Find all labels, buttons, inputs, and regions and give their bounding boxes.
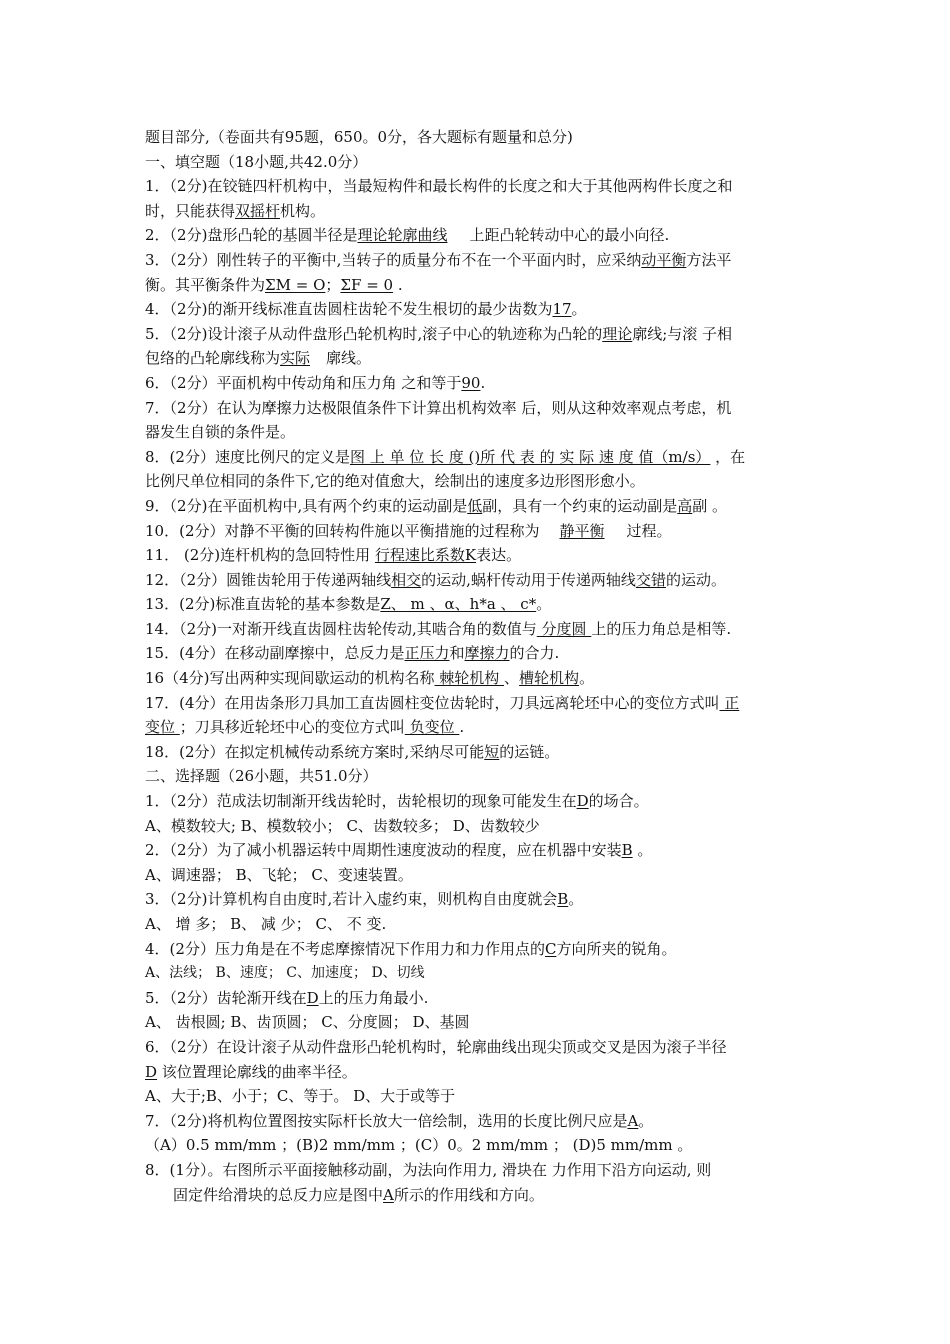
answer: 负变位: [404, 718, 460, 737]
question-6: 6．（2分）平面机构中传动角和压力角 之和等于90.: [145, 373, 486, 392]
question-18: 18．(2分）在拟定机械传动系统方案时,采纳尽可能短的运链。: [145, 742, 560, 761]
answer: D: [576, 792, 589, 811]
answer: 短: [484, 742, 500, 761]
choice-6: 6．（2分）在设计滚子从动件盘形凸轮机构时，轮廓曲线出现尖顶或交叉是因为滚子半径: [145, 1037, 727, 1056]
choice-2: 2．（2分）为了减小机器运转中周期性速度波动的程度，应在机器中安装B 。: [145, 841, 653, 860]
choice-6-options: A、大于;B、小于；C、等于。 D、大于或等于: [145, 1087, 456, 1106]
question-7: 7．（2分）在认为摩擦力达极限值条件下计算出机构效率 后，则从这种效率观点考虑，机: [145, 398, 732, 417]
answer: 低: [467, 496, 483, 515]
answer: 分度圆: [536, 619, 592, 638]
question-15: 15．(4分）在移动副摩擦中，总反力是正压力和摩擦力的合力.: [145, 644, 560, 663]
answer: 棘轮机构: [434, 669, 505, 688]
answer: Z、 m 、α、h*a 、 c*: [380, 595, 537, 614]
choice-7-options: （A）0.5 mm/mm ；(B)2 mm/mm ；(C）0。2 mm/mm ； (D)5 mm/mm 。: [145, 1136, 693, 1155]
choice-5-options: A、 齿根圆; B、齿顶圆； C、分度圆； D、基圆: [145, 1013, 470, 1032]
answer: ΣF = 0: [340, 275, 394, 294]
section-title-choice: 二、选择题（26小题，共51.0分）: [145, 767, 378, 786]
answer: 正压力: [404, 644, 450, 663]
exam-header: 题目部分,（卷面共有95题，650。0分，各大题标有题量和总分): [145, 128, 573, 146]
choice-8-cont: 固定件给滑块的总反力应是图中A所示的作用线和方向。: [173, 1185, 544, 1204]
answer: B: [621, 841, 633, 860]
answer: 变位: [145, 718, 180, 737]
choice-2-options: A、调速器； B、飞轮； C、变速装置。: [145, 865, 413, 884]
choice-5: 5．（2分）齿轮渐开线在D上的压力角最小.: [145, 988, 429, 1007]
question-3-cont: 衡。其平衡条件为ΣM = O；ΣF = 0 .: [145, 275, 403, 294]
answer: 交错: [635, 570, 666, 589]
answer: 理论: [602, 324, 633, 343]
question-9: 9．（2分)在平面机构中,具有两个约束的运动副是低副，具有一个约束的运动副是高副 。: [145, 496, 728, 515]
question-10: 10．(2分）对静不平衡的回转构件施以平衡措施的过程称为 静平衡 过程。: [145, 521, 672, 540]
answer: 双摇杆: [235, 201, 281, 220]
answer: 静平衡: [559, 521, 605, 540]
answer: 正: [719, 693, 740, 712]
choice-3-options: A、 增 多； B、 减 少； C、 不 变.: [145, 915, 387, 933]
answer: 实际: [280, 349, 311, 368]
choice-8: 8．(1分）。右图所示平面接触移动副，为法向作用力, 滑块在 力作用下沿方向运动, 则: [145, 1160, 712, 1179]
question-12: 12．（2分）圆锥齿轮用于传递两轴线相交的运动,蜗杆传动用于传递两轴线交错的运动。: [145, 570, 726, 589]
question-4: 4．（2分)的渐开线标准直齿圆柱齿轮不发生根切的最少齿数为17。: [145, 300, 587, 319]
choice-3: 3．（2分)计算机构自由度时,若计入虚约束，则机构自由度就会B。: [145, 890, 584, 909]
question-14: 14．（2分)一对渐开线直齿圆柱齿轮传动,其啮合角的数值与 分度圆 上的压力角总是相等.: [145, 619, 732, 638]
answer: 图 上 单 位 长 度 ()所 代 表 的 实 际 速 度 值（m/s）: [349, 447, 711, 466]
answer: B: [557, 890, 569, 909]
question-13: 13．(2分)标准直齿轮的基本参数是Z、 m 、α、h*a 、 c*。: [145, 595, 552, 614]
answer: 90: [461, 373, 481, 392]
answer: 动平衡: [641, 250, 687, 269]
answer: 理论轮廓曲线: [357, 226, 448, 245]
exam-page: [145, 125, 825, 1207]
answer: C: [544, 939, 557, 958]
question-8: 8．(2分）速度比例尺的定义是图 上 单 位 长 度 ()所 代 表 的 实 际 速 度 值（m/s） ，在: [145, 447, 746, 466]
choice-4-options: A、法线； B、速度； C、加速度； D、切线: [145, 965, 425, 982]
choice-7: 7．（2分)将机构位置图按实际杆长放大一倍绘制，选用的长度比例尺应是A。: [145, 1111, 654, 1130]
section-title-fill-blank: 一、填空题（18小题,共42.0分）: [145, 152, 368, 171]
choice-1: 1．（2分）范成法切制渐开线齿轮时，齿轮根切的现象可能发生在D的场合。: [145, 792, 649, 811]
question-8-cont: 比例尺单位相同的条件下,它的绝对值愈大，绘制出的速度多边形图形愈小。: [145, 472, 645, 491]
answer: 17: [552, 300, 572, 319]
answer: D: [145, 1062, 158, 1081]
choice-4: 4．(2分）压力角是在不考虑摩擦情况下作用力和力作用点的C方向所夹的锐角。: [145, 939, 677, 958]
answer: A: [627, 1111, 639, 1130]
answer: 高: [677, 496, 693, 515]
question-2: 2．（2分)盘形凸轮的基圆半径是理论轮廓曲线 上距凸轮转动中心的最小向径.: [145, 226, 670, 245]
question-17: 17．(4分）在用齿条形刀具加工直齿圆柱变位齿轮时，刀具远离轮坯中心的变位方式叫 正: [145, 693, 740, 712]
answer: 行程速比系数K: [374, 546, 477, 565]
answer: 摩擦力: [464, 644, 510, 663]
choice-6-cont: D 该位置理论廓线的曲率半径。: [145, 1062, 357, 1081]
question-17-cont: 变位 ；刀具移近轮坯中心的变位方式叫 负变位 .: [145, 718, 465, 737]
answer: A: [383, 1185, 394, 1204]
question-11: 11． (2分)连杆机构的急回特性用 行程速比系数K表达。: [145, 546, 522, 565]
choice-1-options: A、模数较大; B、模数较小； C、齿数较多； D、齿数较少: [145, 816, 540, 835]
question-1-cont: 时，只能获得双摇杆机构。: [145, 201, 326, 220]
answer: 相交: [391, 570, 422, 589]
question-5: 5．（2分)设计滚子从动件盘形凸轮机构时,滚子中心的轨迹称为凸轮的理论廓线;与滚 子相: [145, 324, 733, 343]
question-1: 1．（2分)在铰链四杆机构中，当最短构件和最长构件的长度之和大于其他两构件长度之和: [145, 177, 733, 196]
question-16: 16（4分)写出两种实现间歇运动的机构名称 棘轮机构 、槽轮机构。: [145, 669, 595, 688]
answer: D: [306, 988, 319, 1007]
question-3: 3．（2分）刚性转子的平衡中,当转子的质量分布不在一个平面内时，应采纳动平衡方法平: [145, 250, 732, 269]
answer: ΣM = O: [265, 275, 326, 294]
question-5-cont: 包络的凸轮廓线称为实际 廓线。: [145, 349, 372, 368]
answer: 槽轮机构: [519, 669, 580, 688]
question-7-cont: 器发生自锁的条件是。: [145, 423, 296, 442]
